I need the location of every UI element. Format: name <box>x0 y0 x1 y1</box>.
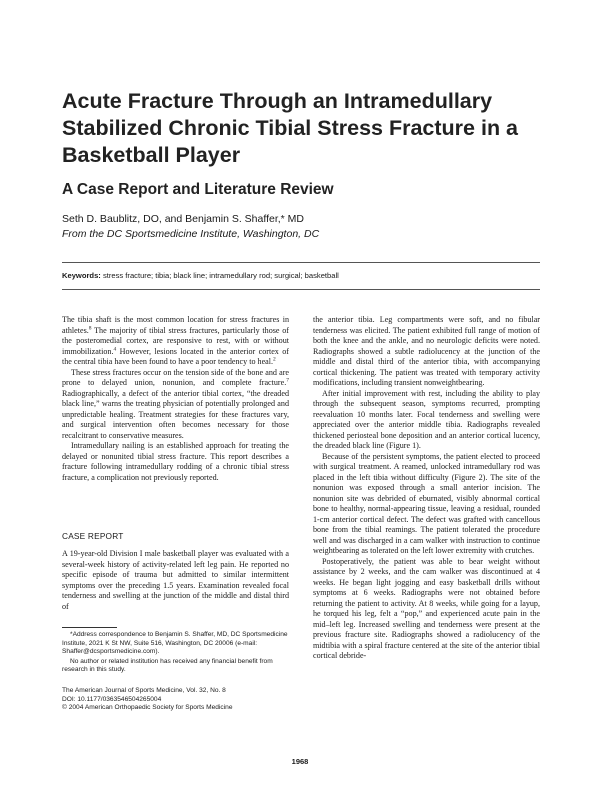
paragraph: the anterior tibia. Leg compartments were soft, and no fibular tenderness was elicited. The patient exhibited full range of motion of both the knee and the ankle, and no neurologic deficits were noted. Radiographs showed a subtle radiolucency at the junction of the middle and distal third of the anterior tibia, with accompanying cortical thickening. The patient was treated with temporary activity modifications, including transient nonweightbearing. <box>313 315 540 387</box>
paragraph: Because of the persistent symptoms, the patient elected to proceed with surgical treatment. A reamed, unlocked intramedullary rod was placed in the left tibia without difficulty (Figure 2). The site of the nonunion was exposed through a small anterior incision. The nonunion site was debrided of eburnated, visibly abnormal cortical bone to healthy, normal-appearing tissue, leaving a residual, rounded 1-cm anterior cortical defect. The defect was grafted with cancellous bone from the tibial reamings. The patient tolerated the procedure well and was discharged in a cam walker with instruction to continue weightbearing as tolerated on the left lower extremity with crutches. <box>313 451 540 555</box>
journal-copyright: © 2004 American Orthopaedic Society for Sports Medicine <box>62 704 233 712</box>
paragraph: After initial improvement with rest, including the ability to play through the subsequent season, symptoms recurred, prompting reevaluation 10 months later. Focal tenderness and swelling were appreciated over the anterior middle tibia. Radiographs revealed thickened periosteal bone deposition and an anterior cortical lucency, the dreaded black line (Figure 1). <box>313 388 540 450</box>
citation: 4 <box>113 345 117 352</box>
footnote-correspondence: *Address correspondence to Benjamin S. Shaffer, MD, DC Sportsmedicine Institute, 2021 K St NW, Suite 516, Washington, DC 20006 (e-mail: Shaffer@dcsportsmedicine.com). <box>62 631 288 656</box>
body-column-left <box>62 315 289 483</box>
page-number: 1968 <box>291 757 309 766</box>
body-column-left-case <box>62 549 289 612</box>
author-block <box>62 212 532 242</box>
section-heading-case-report: CASE REPORT <box>62 531 124 541</box>
paragraph: A 19-year-old Division I male basketball player was evaluated with a several-week history of activity-related left leg pain. He reported no specific episode of trauma but admitted to similar intermittent symptoms over the preceding 1.5 years. Examination revealed focal tenderness and swelling at the junction of the middle and distal third of <box>62 549 289 611</box>
keywords-top-rule <box>62 262 540 263</box>
article-subtitle: A Case Report and Literature Review <box>62 181 334 198</box>
journal-citation: The American Journal of Sports Medicine, Vol. 32, No. 8 <box>62 687 226 694</box>
keywords-label: Keywords: <box>62 271 101 280</box>
author-names: Seth D. Baublitz, DO, and Benjamin S. Shaffer,* MD <box>62 213 305 225</box>
footnote-disclosure: No author or related institution has received any financial benefit from research in this study. <box>62 657 273 674</box>
citation: 8 <box>88 324 92 331</box>
article-title: Acute Fracture Through an Intramedullary Stabilized Chronic Tibial Stress Fracture in a Basketball Player <box>62 89 519 167</box>
paragraph: These stress fractures occur on the tension side of the bone and are prone to delayed union, nonunion, and complete fracture.$^7$ Radiographically, a defect of the anterior tibial cortex, “the dreaded black line,” warns the treating physician of potentially prolonged and unpredictable healing. Treatment strategies for these fractures vary, and surgical intervention often becomes necessary for those recalcitrant to conservative measures. <box>62 367 289 440</box>
author-affiliation: From the DC Sportsmedicine Institute, Washington, DC <box>62 228 320 240</box>
journal-doi: DOI: 10.1177/0363546504265004 <box>62 695 162 703</box>
keywords-bottom-rule <box>62 289 540 290</box>
citation: 2 <box>273 356 276 363</box>
paragraph: Intramedullary nailing is an established approach for treating the delayed or nonunited tibial stress fracture. This report describes a fracture following intramedullary rodding of a chronic tibial stress fracture, a complication not previously reported. <box>62 441 289 482</box>
citation: 7 <box>286 377 289 384</box>
paragraph: Postoperatively, the patient was able to bear weight without assistance by 2 weeks, and the cam walker was discontinued at 4 weeks. He began light jogging and easy basketball drills without symptoms at 6 weeks. Radiographs were not obtained before returning the patient to activity. At 8 weeks, while going for a layup, he torqued his leg, felt a “pop,” and experienced acute pain in the mid–left leg. Increased swelling and tenderness were present at the previous fracture site. Radiographs showed a radiolucency of the midtibia with a spiral fracture centered at the site of the anterior tibial cortical debride- <box>313 556 540 660</box>
footnotes <box>62 631 289 676</box>
footnote-rule <box>62 627 117 628</box>
journal-info <box>62 687 289 713</box>
keywords <box>62 271 540 281</box>
body-column-right <box>313 315 540 662</box>
keywords-text: stress fracture; tibia; black line; intramedullary rod; surgical; basketball <box>100 271 339 280</box>
paragraph: The tibia shaft is the most common location for stress fractures in athletes.$^8$ The majority of tibial stress fractures, particularly those of the posteromedial cortex, are responsive to rest, with or without immobilization.$^4$ However, lesions located in the anterior cortex of the central tibia have been found to have a poor tendency to heal.$^2$ <box>62 315 289 366</box>
